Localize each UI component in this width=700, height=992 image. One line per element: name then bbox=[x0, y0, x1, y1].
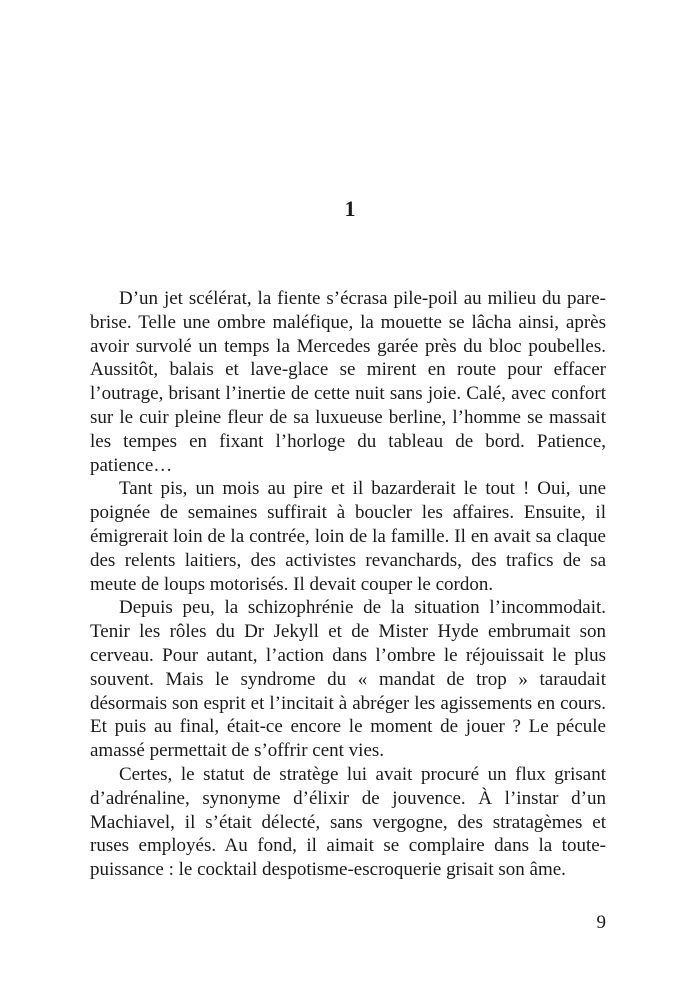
chapter-body bbox=[90, 287, 606, 882]
chapter-number: 1 bbox=[344, 196, 356, 221]
paragraph: Tant pis, un mois au pire et il bazarderait le tout ! Oui, une poignée de semaines suffirait à boucler les affaires. Ensuite, il émigrerait loin de la contrée, loin de la famille. Il en avait sa claque des relents laitiers, des activistes revanchards, des trafics de sa meute de loups motorisés. Il devait couper le cordon. bbox=[90, 478, 606, 595]
page-number: 9 bbox=[596, 912, 606, 933]
paragraph: Certes, le statut de stratège lui avait procuré un flux grisant d’adrénaline, synonyme d’élixir de jouvence. À l’instar d’un Machiavel, il s’était délecté, sans vergogne, des stratagèmes et ruses employés. Au fond, il aimait se complaire dans la toute-puissance : le cocktail despotisme-escroquerie grisait son âme. bbox=[90, 763, 606, 881]
paragraph: D’un jet scélérat, la fiente s’écrasa pile-poil au milieu du pare-brise. Telle une ombre maléfique, la mouette se lâcha ainsi, après avoir survolé un temps la Mercedes garée près du bloc poubelles. Aussitôt, balais et lave-glace se mirent en route pour effacer l’outrage, brisant l’inertie de cette nuit sans joie. Calé, avec confort sur le cuir pleine fleur de sa luxueuse berline, l’homme se massait les tempes en fixant l’horloge du tableau de bord. Patience, patience… bbox=[90, 288, 606, 476]
paragraph: Depuis peu, la schizophrénie de la situation l’incommodait. Tenir les rôles du Dr Jekyll et de Mister Hyde embrumait son cerveau. Pour autant, l’action dans l’ombre le réjouissait le plus souvent. Mais le syndrome du « mandat de trop » taraudait désormais son esprit et l’incitait à abréger les agissements en cours. Et puis au final, était-ce encore le moment de jouer ? Le pécule amassé permettait de s’offrir cent vies. bbox=[90, 597, 606, 762]
